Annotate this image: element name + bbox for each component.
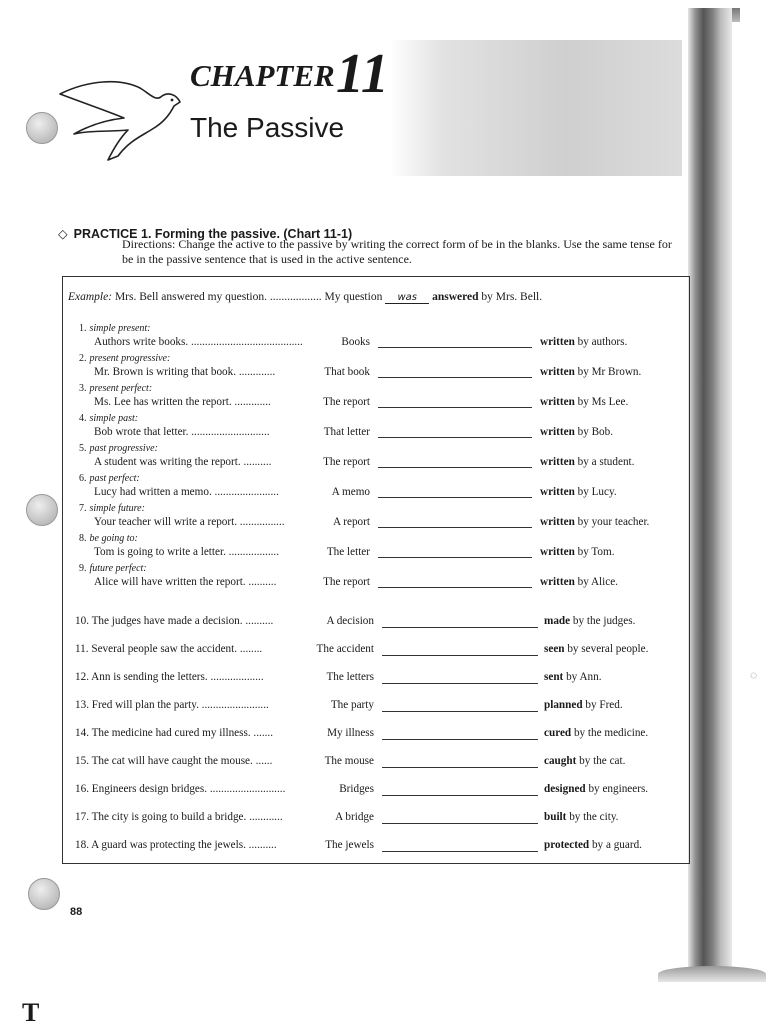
row-verb: designed — [544, 783, 586, 795]
answer-blank[interactable] — [378, 377, 532, 378]
answer-blank[interactable] — [382, 767, 538, 768]
exercise-item — [0, 324, 768, 354]
row-verb: seen — [544, 643, 565, 655]
example-agent: by Mrs. Bell. — [481, 291, 543, 303]
header-shaded-band — [390, 40, 682, 176]
item-agent: by a student. — [577, 456, 635, 468]
row-verb: made — [544, 615, 571, 627]
item-verb: written — [540, 426, 575, 438]
exercise-row — [0, 783, 768, 803]
example-subject: My question — [324, 291, 383, 303]
answer-blank[interactable] — [382, 739, 538, 740]
punch-hole-top — [26, 112, 58, 144]
item-subject: That book — [324, 366, 370, 378]
exercise-item — [0, 504, 768, 534]
item-active: Mr. Brown is writing that book. ............. — [94, 366, 276, 378]
item-tense: past progressive: — [89, 443, 158, 454]
item-tense: be going to: — [89, 533, 138, 544]
item-subject: That letter — [323, 426, 370, 438]
row-subject: The jewels — [325, 839, 374, 851]
item-agent: by authors. — [577, 336, 628, 348]
row-agent: by the medicine. — [573, 727, 649, 739]
answer-blank[interactable] — [378, 467, 532, 468]
item-number: 7. — [79, 503, 87, 514]
item-verb: written — [540, 516, 575, 528]
row-active: 10. The judges have made a decision. .......... — [75, 615, 274, 627]
row-active: 12. Ann is sending the letters. ................... — [75, 671, 264, 683]
example-active: Mrs. Bell answered my question. .................. — [114, 291, 322, 303]
item-active: A student was writing the report. .......... — [94, 456, 272, 468]
item-verb: written — [540, 576, 575, 588]
row-agent: by Ann. — [566, 671, 602, 683]
item-number: 3. — [79, 383, 87, 394]
item-number: 1. — [79, 323, 87, 334]
edge-circle-icon: ◌ — [750, 668, 758, 682]
example-line — [68, 291, 542, 304]
item-number: 4. — [79, 413, 87, 424]
item-tense: present perfect: — [89, 383, 153, 394]
exercise-row — [0, 727, 768, 747]
row-subject: The party — [330, 699, 374, 711]
item-tense: past perfect: — [89, 473, 140, 484]
answer-blank[interactable] — [378, 527, 532, 528]
row-subject: A bridge — [335, 811, 374, 823]
row-subject: The accident — [316, 643, 374, 655]
exercise-row — [0, 643, 768, 663]
row-agent: by the cat. — [579, 755, 626, 767]
row-agent: by a guard. — [591, 839, 642, 851]
row-subject: The mouse — [324, 755, 374, 767]
example-label: Example: — [68, 291, 113, 303]
item-active: Alice will have written the report. .......... — [94, 576, 277, 588]
row-active: 14. The medicine had cured my illness. ....... — [75, 727, 274, 739]
item-agent: by Lucy. — [577, 486, 617, 498]
item-agent: by Bob. — [577, 426, 614, 438]
row-subject: A decision — [326, 615, 374, 627]
item-verb: written — [540, 486, 575, 498]
item-number: 6. — [79, 473, 87, 484]
answer-blank[interactable] — [382, 627, 538, 628]
row-active: 18. A guard was protecting the jewels. .......... — [75, 839, 277, 851]
page-number: 88 — [70, 906, 83, 918]
exercise-row — [0, 699, 768, 719]
practice-directions: Directions: Change the active to the passive by writing the correct form of be in the blanks. Use the same tense for be in the passive sentence that is used in the active sentence. — [122, 237, 672, 266]
item-agent: by Tom. — [577, 546, 615, 558]
row-agent: by Fred. — [585, 699, 623, 711]
row-verb: built — [544, 811, 567, 823]
answer-blank[interactable] — [382, 655, 538, 656]
item-subject: The letter — [326, 546, 370, 558]
item-active: Tom is going to write a letter. .................. — [94, 546, 280, 558]
row-verb: planned — [544, 699, 583, 711]
row-verb: caught — [544, 755, 577, 767]
chapter-title: The Passive — [190, 112, 345, 143]
row-subject: The letters — [326, 671, 374, 683]
answer-blank[interactable] — [378, 497, 532, 498]
row-subject: My illness — [327, 727, 374, 739]
example-answer: was — [385, 292, 429, 304]
exercise-row — [0, 615, 768, 635]
exercise-item — [0, 414, 768, 444]
row-verb: cured — [544, 727, 572, 739]
item-tense: present progressive: — [89, 353, 171, 364]
row-agent: by the city. — [569, 811, 619, 823]
exercise-item — [0, 564, 768, 594]
item-agent: by Ms Lee. — [577, 396, 629, 408]
answer-blank[interactable] — [378, 557, 532, 558]
item-agent: by Mr Brown. — [577, 366, 642, 378]
item-active: Ms. Lee has written the report. ............. — [94, 396, 271, 408]
answer-blank[interactable] — [382, 851, 538, 852]
item-agent: by your teacher. — [577, 516, 650, 528]
row-agent: by the judges. — [572, 615, 636, 627]
item-subject: A memo — [331, 486, 370, 498]
item-subject: A report — [333, 516, 370, 528]
answer-blank[interactable] — [378, 587, 532, 588]
item-verb: written — [540, 366, 575, 378]
row-subject: Bridges — [339, 783, 374, 795]
exercise-item — [0, 534, 768, 564]
margin-mark: T — [22, 998, 40, 1027]
row-verb: sent — [544, 671, 564, 683]
exercise-row — [0, 755, 768, 775]
exercise-row — [0, 839, 768, 859]
item-active: Authors write books. ........................................ — [94, 336, 303, 348]
answer-blank[interactable] — [382, 795, 538, 796]
row-active: 17. The city is going to build a bridge. ............ — [75, 811, 283, 823]
chapter-number: 11 — [336, 43, 389, 105]
practice-heading-text: PRACTICE 1. Forming the passive. (Chart 11-1) — [73, 227, 353, 241]
answer-blank[interactable] — [382, 711, 538, 712]
bird-icon — [58, 74, 188, 164]
item-subject: The report — [323, 396, 370, 408]
exercise-item — [0, 444, 768, 474]
item-active: Your teacher will write a report. ................ — [94, 516, 285, 528]
diamond-icon: ◇ — [58, 227, 68, 241]
exercise-row — [0, 811, 768, 831]
answer-blank[interactable] — [378, 407, 532, 408]
item-verb: written — [540, 396, 575, 408]
row-agent: by engineers. — [588, 783, 649, 795]
item-subject: Books — [341, 336, 370, 348]
exercise-item — [0, 384, 768, 414]
answer-blank[interactable] — [382, 823, 538, 824]
item-verb: written — [540, 546, 575, 558]
item-agent: by Alice. — [577, 576, 618, 588]
item-number: 5. — [79, 443, 87, 454]
example-verb: answered — [432, 291, 479, 303]
row-agent: by several people. — [567, 643, 649, 655]
row-verb: protected — [544, 839, 590, 851]
exercise-item — [0, 354, 768, 384]
exercise-item — [0, 474, 768, 504]
item-number: 8. — [79, 533, 87, 544]
item-active: Bob wrote that letter. ............................ — [94, 426, 270, 438]
row-active: 13. Fred will plan the party. ........................ — [75, 699, 269, 711]
answer-blank[interactable] — [382, 683, 538, 684]
item-tense: simple future: — [89, 503, 145, 514]
item-tense: simple present: — [89, 323, 151, 334]
exercise-row — [0, 671, 768, 691]
item-number: 9. — [79, 563, 87, 574]
item-subject: The report — [323, 576, 370, 588]
item-number: 2. — [79, 353, 87, 364]
row-active: 11. Several people saw the accident. ........ — [75, 643, 263, 655]
item-tense: simple past: — [89, 413, 139, 424]
item-verb: written — [540, 456, 575, 468]
row-active: 15. The cat will have caught the mouse. ...... — [75, 755, 273, 767]
item-tense: future perfect: — [89, 563, 147, 574]
answer-blank[interactable] — [378, 437, 532, 438]
chapter-label: CHAPTER — [190, 58, 335, 93]
punch-hole-bottom — [28, 878, 60, 910]
row-active: 16. Engineers design bridges. ........................... — [75, 783, 286, 795]
item-subject: The report — [323, 456, 370, 468]
answer-blank[interactable] — [378, 347, 532, 348]
binding-spine-foot — [658, 966, 766, 982]
item-verb: written — [540, 336, 575, 348]
item-active: Lucy had written a memo. ....................... — [94, 486, 279, 498]
